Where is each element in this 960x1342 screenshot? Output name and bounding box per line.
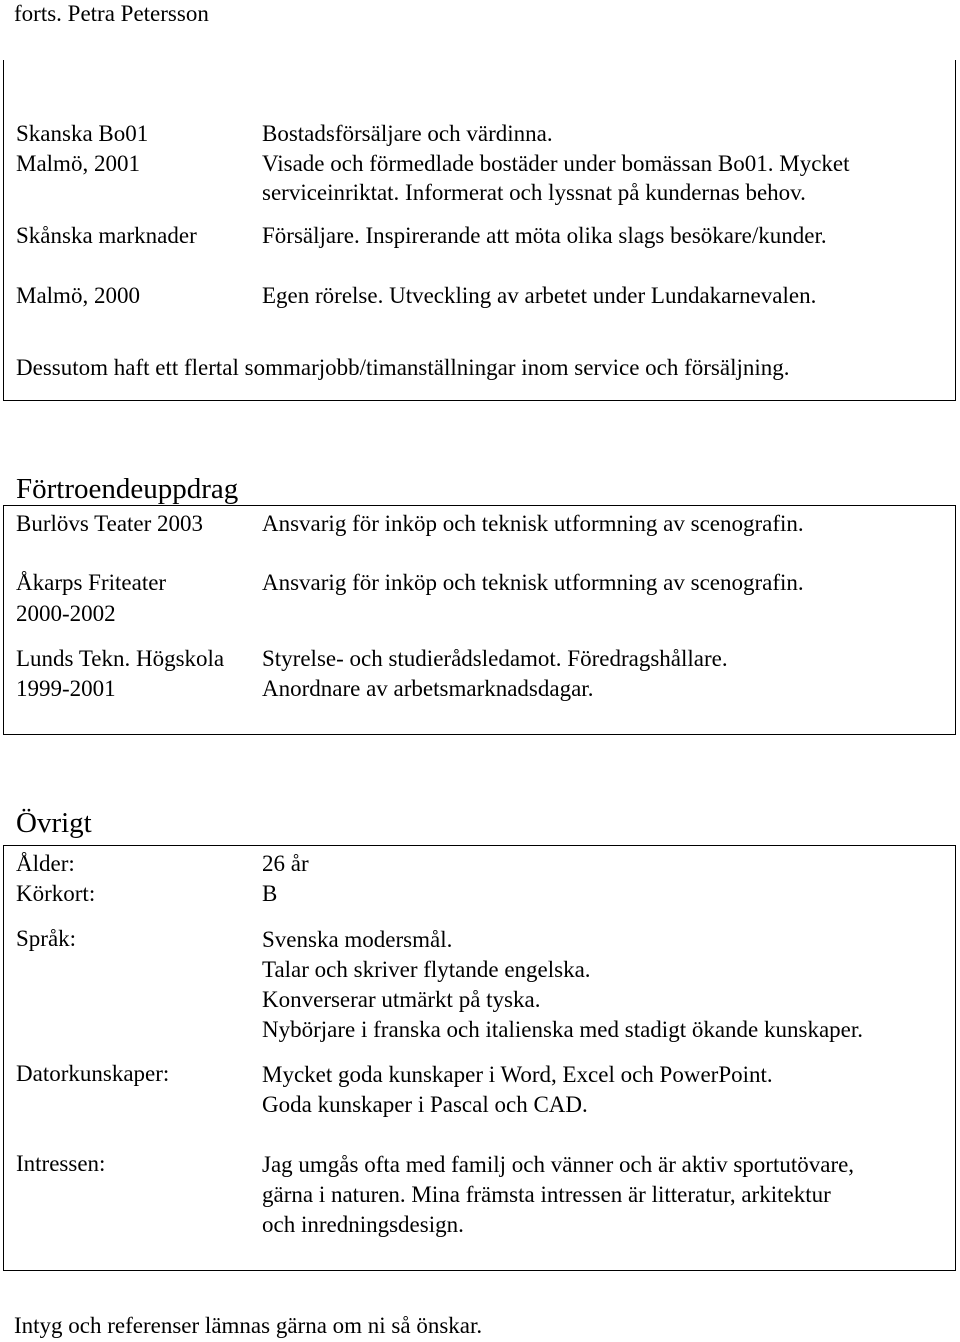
korkort-label: Körkort: (16, 881, 96, 906)
fortroende-label-1: Burlövs Teater 2003 (16, 511, 204, 536)
intressen-list (262, 1150, 854, 1240)
intressen-line: gärna i naturen. Mina främsta intressen är litteratur, arkitektur (262, 1182, 831, 1207)
sprak-line: Konverserar utmärkt på tyska. (262, 987, 541, 1012)
experience-text-3: Försäljare. Inspirerande att möta olika slags besökare/kunder. (262, 223, 827, 248)
fortroende-text-3: Styrelse- och studierådsledamot. Föredragshållare. (262, 646, 728, 671)
footer-note: Intyg och referenser lämnas gärna om ni så önskar. (14, 1313, 483, 1338)
experience-note: Dessutom haft ett flertal sommarjobb/timanställningar inom service och försäljning. (16, 355, 790, 380)
fortroende-text-3b: Anordnare av arbetsmarknadsdagar. (262, 676, 594, 701)
dator-list (262, 1060, 773, 1120)
intressen-label: Intressen: (16, 1151, 106, 1176)
page-header: forts. Petra Petersson (14, 1, 209, 26)
section-title-fortroende: Förtroendeuppdrag (16, 473, 239, 505)
experience-label-4: Malmö, 2000 (16, 283, 140, 308)
experience-label-2: Malmö, 2001 (16, 151, 140, 176)
sprak-label: Språk: (16, 926, 77, 951)
fortroende-label-2b: 2000-2002 (16, 601, 116, 626)
sprak-line: Nybörjare i franska och italienska med stadigt ökande kunskaper. (262, 1017, 864, 1042)
alder-label: Ålder: (16, 851, 75, 876)
dator-label: Datorkunskaper: (16, 1061, 170, 1086)
dator-line: Goda kunskaper i Pascal och CAD. (262, 1092, 588, 1117)
section-title-ovrigt: Övrigt (16, 807, 92, 839)
sprak-list (262, 925, 863, 1045)
sprak-line: Talar och skriver flytande engelska. (262, 957, 591, 982)
experience-text-4: Egen rörelse. Utveckling av arbetet under Lundakarnevalen. (262, 283, 817, 308)
fortroende-text-2: Ansvarig för inköp och teknisk utformning av scenografin. (262, 570, 804, 595)
fortroende-text-1: Ansvarig för inköp och teknisk utformning av scenografin. (262, 511, 804, 536)
sprak-line: Svenska modersmål. (262, 927, 453, 952)
korkort-value: B (262, 881, 278, 906)
experience-text-1: Bostadsförsäljare och värdinna. (262, 121, 553, 146)
experience-text-2: Visade och förmedlade bostäder under bomässan Bo01. Mycket (262, 151, 850, 176)
alder-value: 26 år (262, 851, 309, 876)
fortroende-label-3: Lunds Tekn. Högskola (16, 646, 225, 671)
experience-label-3: Skånska marknader (16, 223, 197, 248)
dator-line: Mycket goda kunskaper i Word, Excel och PowerPoint. (262, 1062, 773, 1087)
fortroende-label-2: Åkarps Friteater (16, 570, 167, 595)
experience-label-1: Skanska Bo01 (16, 121, 149, 146)
intressen-line: Jag umgås ofta med familj och vänner och är aktiv sportutövare, (262, 1152, 855, 1177)
intressen-line: och inredningsdesign. (262, 1212, 464, 1237)
experience-text-2b: serviceinriktat. Informerat och lyssnat på kundernas behov. (262, 180, 806, 205)
fortroende-label-3b: 1999-2001 (16, 676, 116, 701)
